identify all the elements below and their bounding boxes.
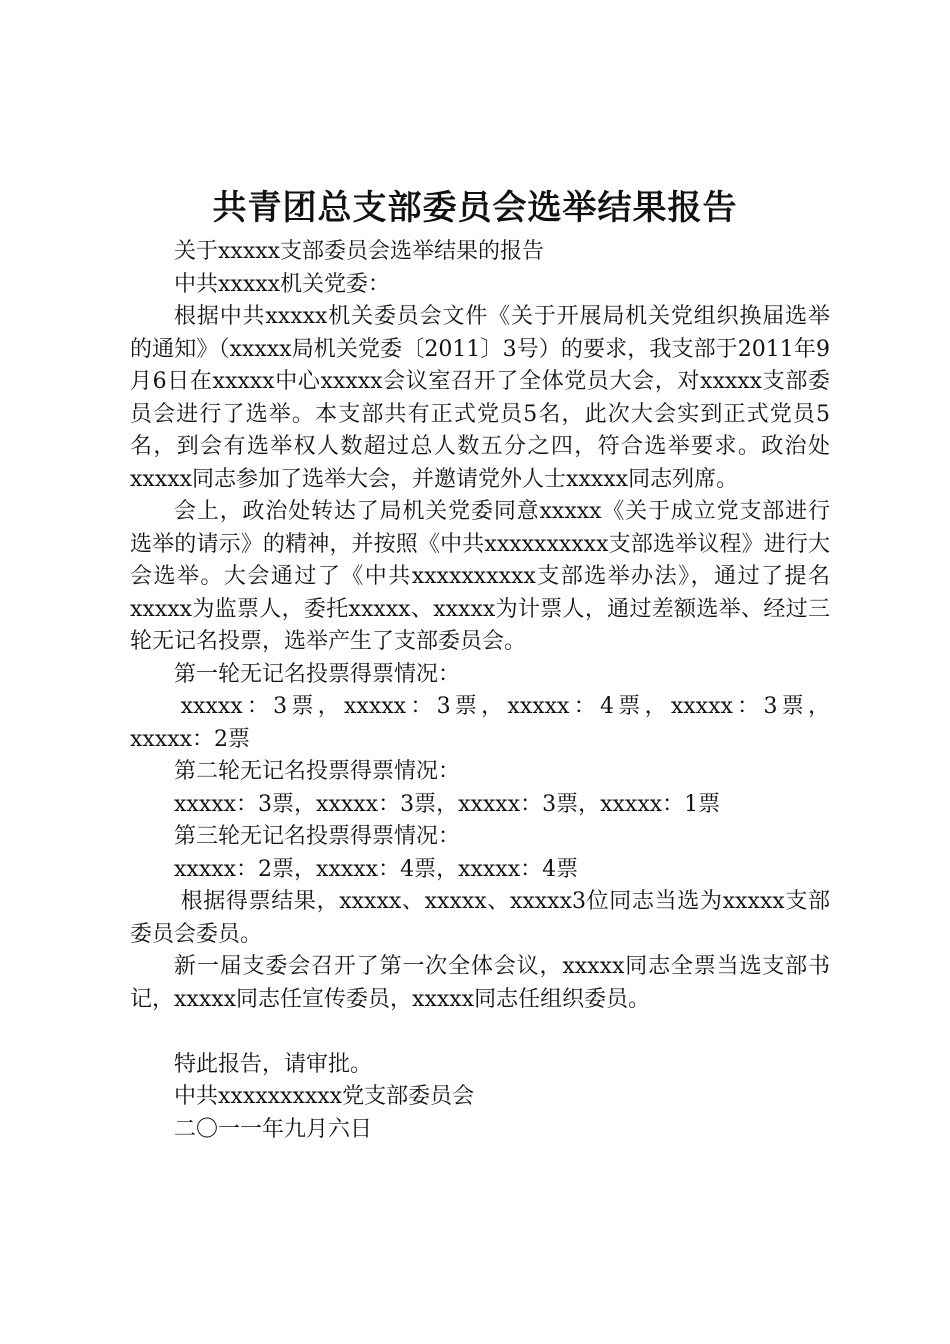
round-2-heading: 第二轮无记名投票得票情况： [174, 759, 461, 784]
document-date: 二〇一一年九月六日 [174, 1116, 373, 1142]
round-3-heading: 第三轮无记名投票得票情况： [174, 824, 461, 849]
first-meeting-paragraph: 新一届支委会召开了第一次全体会议，xxxxx同志全票当选支部书记，xxxxx同志任宣传委员，xxxxx同志任组织委员。 [130, 954, 830, 1012]
report-subtitle: 关于xxxxx支部委员会选举结果的报告 [174, 239, 545, 264]
round-1-heading: 第一轮无记名投票得票情况： [174, 661, 461, 687]
round-3-result: xxxxx：2票，xxxxx：4票，xxxxx：4票 [174, 856, 579, 882]
document-body [130, 236, 830, 1146]
round-2-result: xxxxx：3票，xxxxx：3票，xxxxx：3票，xxxxx：1票 [174, 791, 721, 817]
document-title: 共青团总支部委员会选举结果报告 [212, 188, 738, 228]
closing-line: 特此报告，请审批。 [174, 1051, 373, 1077]
signature: 中共xxxxxxxxxx党支部委员会 [174, 1084, 475, 1109]
election-outcome: 根据得票结果，xxxxx、xxxxx、xxxxx3位同志当选为xxxxx支部委员会委员。 [130, 889, 830, 947]
salutation: 中共xxxxx机关党委： [174, 271, 391, 297]
blank-line [130, 1016, 830, 1049]
paragraph-process: 会上，政治处转达了局机关党委同意xxxxx《关于成立党支部进行选举的请示》的精神，并按照《中共xxxxxxxxxx支部选举议程》进行大会选举。大会通过了《中共xxxxxxxxxx支部选举办法》，通过了提名xxxxx为监票人，委托xxxxx、xxxxx为计票人，通过差额选举、经过三轮无记名投票，选举产生了支部委员会。 [130, 499, 830, 654]
paragraph-background: 根据中共xxxxx机关委员会文件《关于开展局机关党组织换届选举的通知》（xxxxx局机关党委〔2011〕3号）的要求，我支部于2011年9月6日在xxxxx中心xxxxx会议室召开了全体党员大会，对xxxxx支部委员会进行了选举。本支部共有正式党员5名，此次大会实到正式党员5名，到会有选举权人数超过总人数五分之四，符合选举要求。政治处xxxxx同志参加了选举大会，并邀请党外人士xxxxx同志列席。 [130, 304, 830, 492]
round-1-result: xxxxx：3票，xxxxx：3票，xxxxx：4票，xxxxx：3票，xxxxx：2票 [130, 694, 830, 752]
